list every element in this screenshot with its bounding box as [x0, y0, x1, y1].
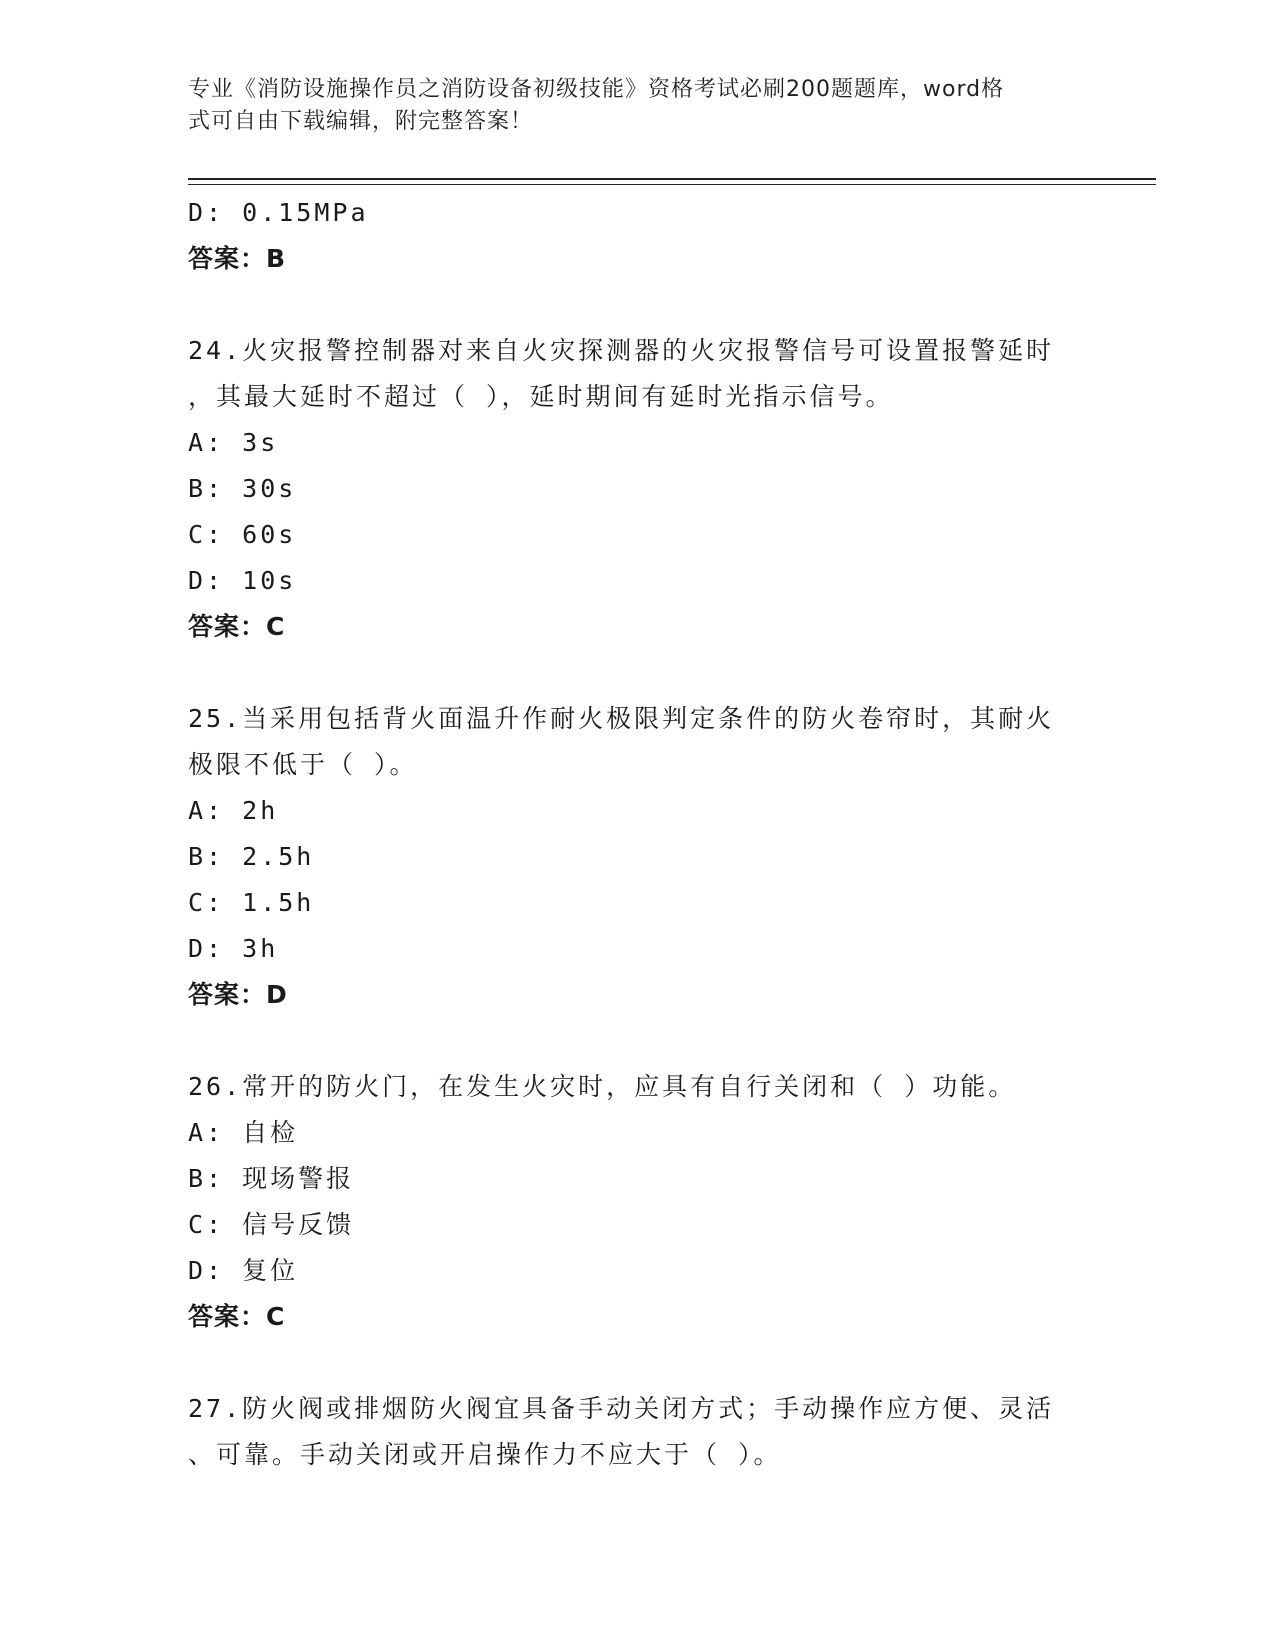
question-26: [188, 1064, 1088, 1340]
header-line-2: 式可自由下载编辑，附完整答案！: [188, 109, 534, 134]
header-line-1: 专业《消防设施操作员之消防设备初级技能》资格考试必刷200题题库，word格: [188, 77, 1005, 102]
spacer: [188, 1018, 1088, 1064]
question-stem-line-1: 26.常开的防火门，在发生火灾时，应具有自行关闭和（ ）功能。: [188, 1072, 1017, 1101]
spacer: [188, 1340, 1088, 1386]
answer-label: 答案：B: [188, 244, 287, 273]
header-divider-thin: [188, 184, 1156, 185]
question-24: [188, 328, 1088, 650]
question-23-tail: [188, 190, 1088, 282]
option-a: A: 3s: [188, 428, 279, 457]
option-b: B: 现场警报: [188, 1164, 355, 1193]
question-stem-line-2: ，其最大延时不超过（ ），延时期间有延时光指示信号。: [188, 382, 894, 411]
answer-label: 答案：D: [188, 980, 288, 1009]
option-d: D: 10s: [188, 566, 297, 595]
document-header: [188, 74, 1088, 138]
header-divider-thick: [188, 178, 1156, 180]
option-d: D: 3h: [188, 934, 279, 963]
question-stem-line-2: 极限不低于（ ）。: [188, 750, 418, 779]
question-stem-line-1: 25.当采用包括背火面温升作耐火极限判定条件的防火卷帘时，其耐火: [188, 704, 1055, 733]
option-b: B: 30s: [188, 474, 297, 503]
option-c: C: 1.5h: [188, 888, 315, 917]
option-a: A: 自检: [188, 1118, 299, 1147]
option-c: C: 信号反馈: [188, 1210, 355, 1239]
question-list: [188, 190, 1088, 1478]
option-d: D: 0.15MPa: [188, 198, 369, 227]
option-b: B: 2.5h: [188, 842, 315, 871]
answer-label: 答案：C: [188, 612, 286, 641]
question-27: [188, 1386, 1088, 1478]
option-d: D: 复位: [188, 1256, 299, 1285]
question-stem-line-1: 27.防火阀或排烟防火阀宜具备手动关闭方式；手动操作应方便、灵活: [188, 1394, 1055, 1423]
option-c: C: 60s: [188, 520, 297, 549]
option-a: A: 2h: [188, 796, 279, 825]
spacer: [188, 650, 1088, 696]
question-25: [188, 696, 1088, 1018]
answer-label: 答案：C: [188, 1302, 286, 1331]
question-stem-line-2: 、可靠。手动关闭或开启操作力不应大于（ ）。: [188, 1440, 782, 1469]
question-stem-line-1: 24.火灾报警控制器对来自火灾探测器的火灾报警信号可设置报警延时: [188, 336, 1055, 365]
spacer: [188, 282, 1088, 328]
